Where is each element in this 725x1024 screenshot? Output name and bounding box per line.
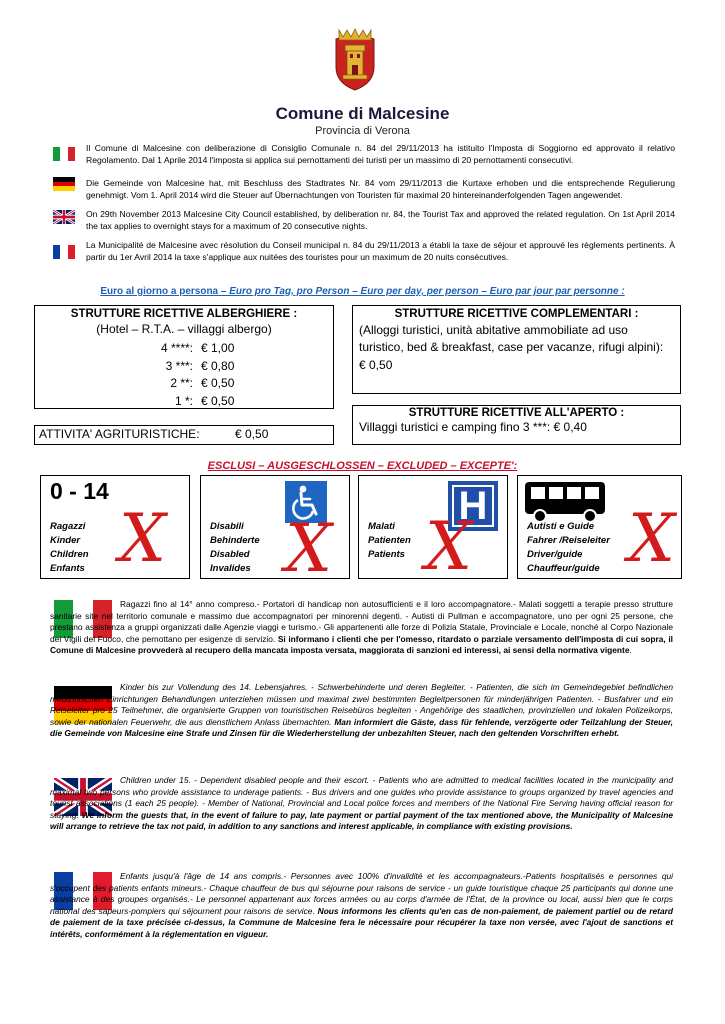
excluded-disabled-box <box>200 475 350 587</box>
drivers-label-en: Driver/guide <box>527 549 583 560</box>
excluded-headline: ESCLUSI – AUSGESCHLOSSEN – EXCLUDED – EXCEPTE': <box>207 460 518 472</box>
france-flag-icon <box>53 245 75 259</box>
agritourism-label: ATTIVITA' AGRITURISTICHE: <box>39 427 200 441</box>
disabled-label-en: Disabled <box>210 549 250 560</box>
details-fr <box>50 871 673 941</box>
rate-headline-rest: – Euro pro Tag, pro Person – Euro per day, per person – Euro par jour par personne : <box>218 286 625 297</box>
cross-mark-icon: X <box>628 500 675 577</box>
patients-label-it: Malati <box>368 521 395 532</box>
age-range: 0 - 14 <box>50 478 109 504</box>
details-de-plain: Kinder bis zur Vollendung des 14. Lebensjahres. - Schwerbehinderte und deren Begleiter. - Patienten, die sich im Gemeindegebiet befindlichen medizinischen Einrichtungen Behandlungen unterziehen müssen und maximal zwei bestimmten Begleitpersonen für minderjährigen Patienten. - Busfahrer und ein Reiseleiter pro 25 Teilnehmer, die organisierte Gruppen von touristischen Reisebüros begleiten - Angehörige des staatlichen, provinziellen und lokalen Polizeikorps, sowie der nationalen Feuerwehr, die aus dienstlichem Anlass übernachten. <box>50 682 673 727</box>
rate-headline <box>0 286 725 297</box>
hotel-stars-1: 1 *: <box>174 393 193 408</box>
crest-icon <box>333 27 377 91</box>
drivers-label-fr: Chauffeur/guide <box>527 563 600 574</box>
hotel-box-title: STRUTTURE RICETTIVE ALBERGHIERE : <box>70 308 298 320</box>
children-label-fr: Enfants <box>50 563 85 574</box>
drivers-label-de: Fahrer /Reiseleiter <box>527 535 610 546</box>
outdoor-rates-box <box>352 405 681 445</box>
hotel-stars-3: 3 ***: <box>165 358 193 373</box>
hospital-letter: H <box>458 484 488 528</box>
cross-mark-icon: X <box>119 500 166 577</box>
children-label-de: Kinder <box>50 535 81 546</box>
page-subtitle: Provincia di Verona <box>315 125 410 137</box>
intro-fr: La Municipalité de Malcesine avec résolution du Conseil municipal n. 84 du 29/11/2013 a établi la taxe de séjour et approuvé les règlements pertinents. À partir du 1er Avril 2014 la taxe s'applique aux nuitées des touristes pour un maximum de 20 nuits consécutives. <box>86 240 675 262</box>
complementary-box-desc: (Alloggi turistici, unità abitative ammobiliate ad uso turistico, bed & breakfast, case per vacanze, rifugi alpini): <box>359 323 664 354</box>
hotel-rates-box <box>34 305 334 409</box>
uk-flag-icon <box>53 210 75 224</box>
details-it <box>50 599 673 657</box>
intro-en: On 29th November 2013 Malcesine City Council established, by deliberation nr. 84, the Tourist Tax and approved the related regulation. On 1st April 2014 the tax applies to overnight stays for a maximum of 20 consecutive nights. <box>86 209 675 231</box>
details-en-bold: We inform the guests that, in the event of failure to pay, late payment or partial payment of the tax mentioned above, the Municipality of Malcesine will arrange to retrieve the tax not paid, in addition to any sanctions and interest applicable, in compliance with existing provisions. <box>50 809 673 832</box>
children-label-en: Children <box>50 549 89 560</box>
details-it-plain: Ragazzi fino al 14° anno compreso.- Portatori di handicap non autosufficienti e il loro accompagnatore.- Malati soggetti a terapie presso strutture sanitarie site nel territorio comunale e massimo due accompagnatori per minorenni degenti. - Autisti di Pullman e accompagnatore, uno per ogni 25 persone, che prestano assistenza a gruppi organizzati dalle Agenzie viaggi e turismo.- Gli appartenenti alle forze di Polizia Statale, Provinciale e Locale, nonché al Corpo Nazionale dei Vigili del Fuoco, che pernottano per esigenze di servizio. <box>50 599 673 644</box>
details-de-bold: Man informiert die Gäste, dass für fehlende, verzögerte oder Teilzahlung der Steuer, die Gemeinde von Malcesine eine Strafe und Zinsen für die Wiederherstellung der unbezahlten Steuer, nach den geltenden Vorschriften erhebt. <box>50 716 674 739</box>
outdoor-box-title: STRUTTURE RICETTIVE ALL'APERTO : <box>408 407 625 419</box>
drivers-label-it: Autisti e Guide <box>527 521 595 532</box>
patients-labels <box>368 520 411 562</box>
details-en <box>50 775 673 833</box>
rate-headline-it: Euro al giorno a persona <box>100 286 219 297</box>
complementary-rates-box <box>352 305 681 394</box>
details-de <box>50 682 673 740</box>
drivers-labels <box>527 520 610 576</box>
children-labels <box>50 520 89 576</box>
hotel-price-2: € 0,50 <box>201 376 235 390</box>
details-fr-plain: Enfants jusqu'à l'âge de 14 ans compris.- Personnes avec 100% d'invalidité et les accompagnateurs.-Patients hospitalisés e personnes qui s'occupent des patients enfants mineurs.- Chaque chauffeur de bus qui séjourne pour raisons de service - un guide touristique chaque 25 participants qui donne une assistance à des groupes organisés.- Le personnel appartenant aux forces armées ou au corps d'armée de l'État, de la province ou local, aussi bien que le corps national des sapeurs-pompiers qui séjournent pour raisons de service. <box>50 871 673 916</box>
excluded-patients-box <box>358 475 508 585</box>
hotel-stars-4: 4 ****: <box>160 341 193 355</box>
details-it-end: . <box>629 645 632 656</box>
disabled-label-it: Disabili <box>210 521 244 532</box>
hotel-price-1: € 0,50 <box>201 393 235 408</box>
intro-it: Il Comune di Malcesine con deliberazione di Consiglio Comunale n. 84 del 29/11/2013 ha istituito l'Imposta di Soggiorno ed approvato il relativo Regolamento. Dal 1 Aprile 2014 l'imposta si applica sui pernottamenti dei turisti per un massimo di 20 pernottamenti consecutivi. <box>86 143 675 165</box>
disabled-labels <box>210 520 260 576</box>
hotel-price-4: € 1,00 <box>201 341 235 355</box>
italy-flag-icon <box>53 147 75 161</box>
intro-de: Die Gemeinde von Malcesine hat, mit Beschluss des Stadtrates Nr. 84 vom 29/11/2013 die Kurtaxe erhoben und die entsprechende Regulierung genehmigt. Vom 1. April 2014 wird die Steuer auf Übernachtungen von Touristen für maximal 20 hintereinanderfolgenden Tagen angewendet. <box>86 178 675 200</box>
germany-flag-icon <box>53 177 75 191</box>
disabled-label-de: Behinderte <box>210 535 260 546</box>
details-en-plain: Children under 15. - Dependent disabled people and their escort. - Patients who are admitted to medical facilities located in the municipality and maximal two persons who provide assistance to underage patients. - Bus drivers and one guides who provide assistance to groups organized by travel agencies and tourist associations (1 each 25 people). - Member of National, Provincial and Local police forces and members of the National Fire Serving having official reason for staying. <box>50 775 673 820</box>
children-label-it: Ragazzi <box>50 521 86 532</box>
hotel-box-subtitle: (Hotel – R.T.A. – villaggi albergo) <box>96 322 272 336</box>
page-title: Comune di Malcesine <box>275 104 450 123</box>
hotel-price-3: € 0,80 <box>201 358 235 373</box>
patients-label-en: Patients <box>368 549 405 560</box>
excluded-children-box <box>40 475 190 579</box>
disabled-label-fr: Invalides <box>210 563 251 574</box>
complementary-box-title: STRUTTURE RICETTIVE COMPLEMENTARI : <box>394 308 639 320</box>
details-fr-bold: Nous informons les clients qu'en cas de non-paiement, de paiement partiel ou de retard de paiement de la taxe précisée ci-dessus, la Commune de Malcesine fera le nécessaire pour récupérer la taxe non versée, avec l'ajout de sanctions et intérêts, conformément à la réglementation en vigueur. <box>50 905 673 939</box>
details-it-bold: Si informano i clienti che per l'omesso, ritardato o parziale versamento dell'imposta di cui sopra, il Comune di Malcesine provvederà al recupero della mancata imposta versata, maggiorata di sanzioni ed interessi, ai sensi della normativa vigente <box>50 633 673 656</box>
excluded-drivers-box <box>517 475 682 579</box>
complementary-box-price: € 0,50 <box>359 358 393 372</box>
agritourism-price: € 0,50 <box>235 427 269 441</box>
cross-mark-icon: X <box>285 510 332 587</box>
agritourism-box <box>34 425 334 445</box>
hotel-stars-2: 2 **: <box>170 376 193 390</box>
patients-label-de: Patienten <box>368 535 411 546</box>
outdoor-box-text: Villaggi turistici e camping fino 3 ***: € 0,40 <box>359 420 587 434</box>
cross-mark-icon: X <box>425 508 472 585</box>
